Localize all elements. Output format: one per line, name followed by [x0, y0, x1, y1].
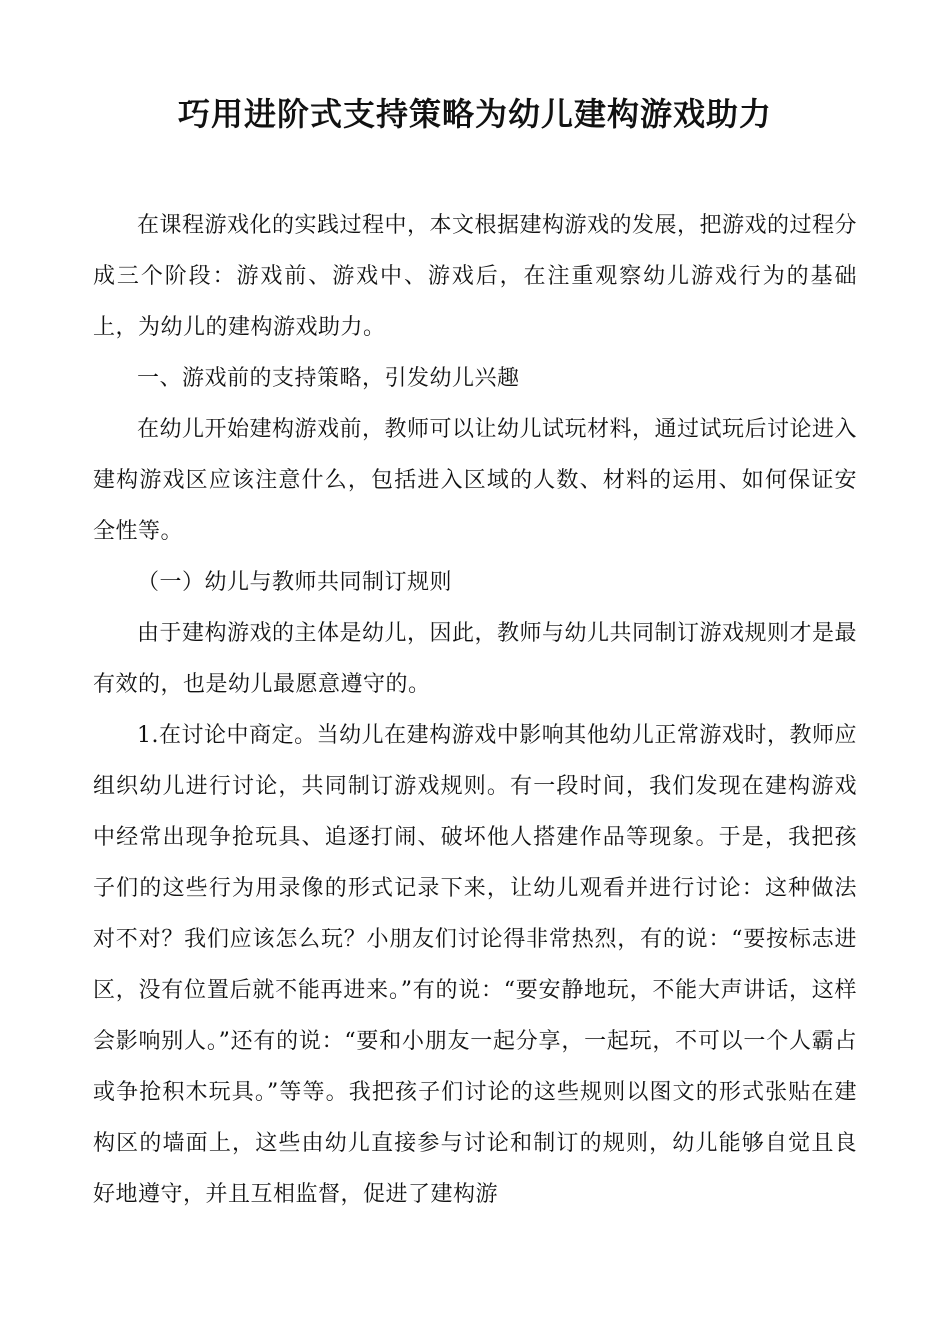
subsection-heading-1: （一）幼儿与教师共同制订规则: [137, 570, 453, 595]
section-1-paragraph: 在幼儿开始建构游戏前，教师可以让幼儿试玩材料，通过试玩后讨论进入建构游戏区应该注意什么，包括进入区域的人数、材料的运用、如何保证安全性等。: [93, 417, 858, 544]
subsection-1-paragraph: 由于建构游戏的主体是幼儿，因此，教师与幼儿共同制订游戏规则才是最有效的，也是幼儿最愿意遵守的。: [93, 621, 858, 697]
section-heading-1: 一、游戏前的支持策略，引发幼儿兴趣: [137, 366, 520, 391]
document-body: [93, 200, 857, 1220]
document-title: 巧用进阶式支持策略为幼儿建构游戏助力: [177, 95, 772, 133]
item-1-paragraph: 1.在讨论中商定。当幼儿在建构游戏中影响其他幼儿正常游戏时，教师应组织幼儿进行讨论，共同制订游戏规则。有一段时间，我们发现在建构游戏中经常出现争抢玩具、追逐打闹、破坏他人搭建作品等现象。于是，我把孩子们的这些行为用录像的形式记录下来，让幼儿观看并进行讨论：这种做法对不对？我们应该怎么玩？小朋友们讨论得非常热烈，有的说：“要按标志进区，没有位置后就不能再进来。”有的说：“要安静地玩，不能大声讲话，这样会影响别人。”还有的说：“要和小朋友一起分享，一起玩，不可以一个人霸占或争抢积木玩具。”等等。我把孩子们讨论的这些规则以图文的形式张贴在建构区的墙面上，这些由幼儿直接参与讨论和制订的规则，幼儿能够自觉且良好地遵守，并且互相监督，促进了建构游: [93, 723, 857, 1207]
intro-paragraph: 在课程游戏化的实践过程中，本文根据建构游戏的发展，把游戏的过程分成三个阶段：游戏前、游戏中、游戏后，在注重观察幼儿游戏行为的基础上，为幼儿的建构游戏助力。: [93, 213, 858, 340]
